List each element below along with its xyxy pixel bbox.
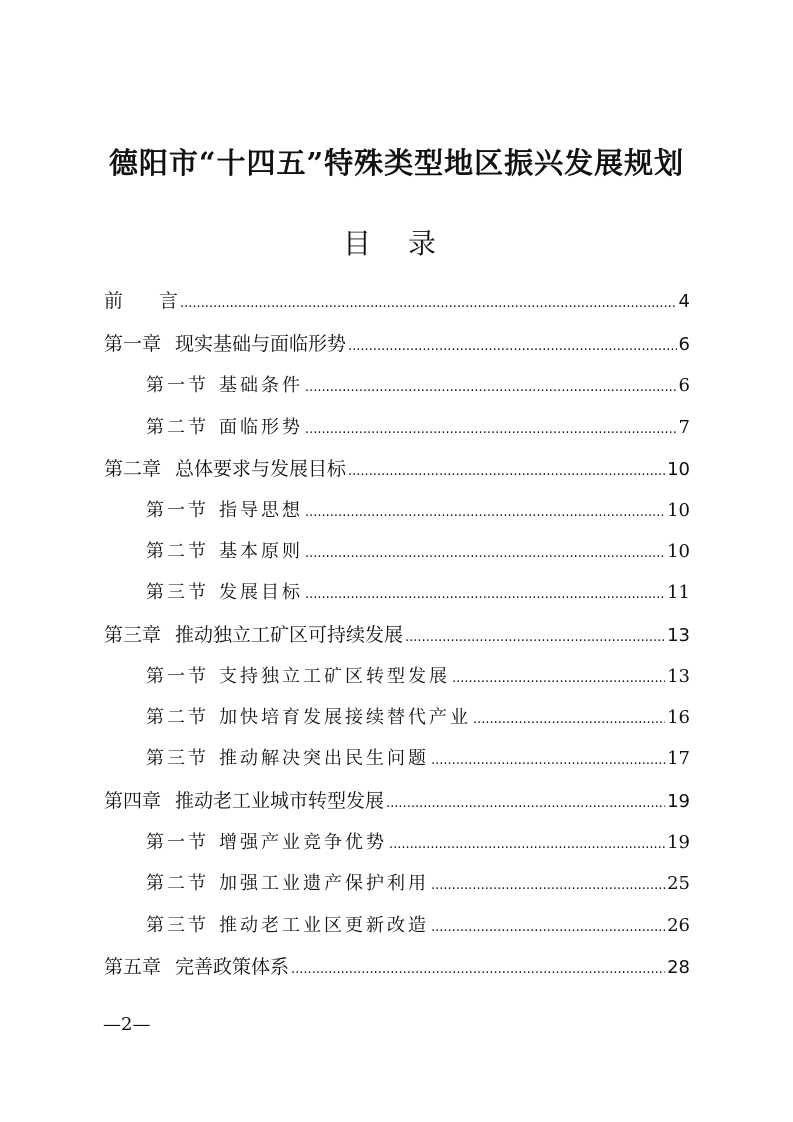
toc-entry[interactable] bbox=[146, 744, 690, 774]
toc-entry[interactable] bbox=[146, 911, 690, 941]
toc-entry-page: 6 bbox=[678, 334, 690, 355]
toc-entry-number: 第二节 bbox=[146, 541, 209, 562]
toc-entry-title: 完善政策体系 bbox=[175, 956, 290, 978]
toc-entry[interactable] bbox=[104, 952, 690, 982]
toc-entry-number: 第三节 bbox=[146, 582, 209, 603]
toc-entry-title: 面临形势 bbox=[219, 417, 303, 438]
toc-entry[interactable] bbox=[104, 620, 690, 650]
toc-entry-number: 第五章 bbox=[104, 956, 162, 978]
toc-leader-dots bbox=[305, 539, 665, 569]
toc-entry-title: 推动独立工矿区可持续发展 bbox=[175, 624, 404, 646]
toc-entry-title: 总体要求与发展目标 bbox=[175, 458, 347, 480]
toc-leader-dots bbox=[452, 664, 665, 694]
toc-leader-dots bbox=[389, 830, 665, 860]
toc-entry-page: 13 bbox=[667, 625, 690, 646]
toc-entry-page: 19 bbox=[667, 832, 690, 853]
toc-entry-number: 第一节 bbox=[146, 666, 209, 687]
document-title: 德阳市“十四五”特殊类型地区振兴发展规划 bbox=[108, 146, 685, 180]
toc-entry-page: 7 bbox=[678, 417, 690, 438]
toc-leader-dots bbox=[431, 746, 665, 776]
toc-entry-number: 第三章 bbox=[104, 624, 162, 646]
toc-entry-page: 6 bbox=[678, 375, 690, 396]
toc-entry-number: 第一节 bbox=[146, 832, 209, 853]
toc-entry-page: 28 bbox=[667, 957, 690, 978]
toc-leader-dots bbox=[348, 332, 677, 362]
toc-entry-title: 指导思想 bbox=[219, 500, 303, 521]
toc-leader-dots bbox=[386, 789, 665, 819]
toc-leader-dots bbox=[431, 913, 665, 943]
toc-entry[interactable] bbox=[146, 662, 690, 692]
toc-entry-number: 第二节 bbox=[146, 707, 209, 728]
toc-leader-dots bbox=[305, 415, 677, 445]
toc-entry[interactable] bbox=[146, 371, 690, 401]
toc-entry-title: 基本原则 bbox=[219, 541, 303, 562]
toc-entry-number: 第三节 bbox=[146, 748, 209, 769]
toc-entry-number: 第二节 bbox=[146, 417, 209, 438]
toc-entry-title: 推动老工业城市转型发展 bbox=[175, 790, 385, 812]
toc-entry-page: 10 bbox=[667, 541, 690, 562]
toc-entry-page: 4 bbox=[678, 291, 690, 312]
toc-leader-dots bbox=[305, 580, 665, 610]
toc-entry-page: 26 bbox=[667, 915, 690, 936]
toc-leader-dots bbox=[473, 705, 665, 735]
toc-leader-dots bbox=[305, 373, 677, 403]
toc-entry-title: 基础条件 bbox=[219, 375, 303, 396]
toc-leader-dots bbox=[291, 955, 665, 985]
toc-entry-title: 言 bbox=[159, 290, 179, 312]
toc-leader-dots bbox=[405, 623, 665, 653]
toc-entry[interactable] bbox=[104, 329, 690, 359]
toc-entry-title: 增强产业竞争优势 bbox=[219, 832, 387, 853]
toc-entry-page: 17 bbox=[667, 748, 690, 769]
toc-entry-title: 支持独立工矿区转型发展 bbox=[219, 666, 450, 687]
toc-entry-page: 19 bbox=[667, 791, 690, 812]
toc-entry[interactable] bbox=[146, 828, 690, 858]
toc-entry[interactable] bbox=[146, 703, 690, 733]
toc-entry-title: 发展目标 bbox=[219, 582, 303, 603]
toc-entry-title: 加快培育发展接续替代产业 bbox=[219, 707, 471, 728]
toc-entry[interactable] bbox=[146, 869, 690, 899]
page-number: —2— bbox=[103, 1014, 151, 1035]
toc-entry[interactable] bbox=[146, 496, 690, 526]
toc-entry-number: 第三节 bbox=[146, 915, 209, 936]
toc-entry-title: 现实基础与面临形势 bbox=[175, 333, 347, 355]
toc-entry-number: 第一节 bbox=[146, 375, 209, 396]
toc-entry-number: 第二章 bbox=[104, 458, 162, 480]
toc-entry-number: 第一节 bbox=[146, 500, 209, 521]
toc-entry[interactable] bbox=[146, 578, 690, 608]
toc-entry-page: 16 bbox=[667, 707, 690, 728]
toc-leader-dots bbox=[431, 871, 665, 901]
toc-entry-page: 25 bbox=[667, 873, 690, 894]
toc-entry-page: 10 bbox=[667, 459, 690, 480]
toc-entry-number: 第二节 bbox=[146, 873, 209, 894]
toc-entry-number: 第一章 bbox=[104, 333, 162, 355]
toc-heading: 目 录 bbox=[343, 227, 450, 260]
toc-entry-title: 加强工业遗产保护利用 bbox=[219, 873, 429, 894]
toc-entry[interactable] bbox=[146, 413, 690, 443]
toc-entry-title: 推动解决突出民生问题 bbox=[219, 748, 429, 769]
toc-entry-number: 前 bbox=[104, 290, 124, 312]
toc-entry-page: 10 bbox=[667, 500, 690, 521]
toc-leader-dots bbox=[348, 457, 665, 487]
toc-leader-dots bbox=[180, 289, 677, 319]
toc-entry-page: 11 bbox=[667, 582, 690, 603]
toc-leader-dots bbox=[305, 498, 665, 528]
toc-entry-page: 13 bbox=[667, 666, 690, 687]
toc-entry-title: 推动老工业区更新改造 bbox=[219, 915, 429, 936]
toc-entry[interactable] bbox=[104, 454, 690, 484]
toc-entry-number: 第四章 bbox=[104, 790, 162, 812]
toc-entry[interactable] bbox=[146, 537, 690, 567]
toc-entry[interactable] bbox=[104, 286, 690, 316]
toc-entry[interactable] bbox=[104, 786, 690, 816]
